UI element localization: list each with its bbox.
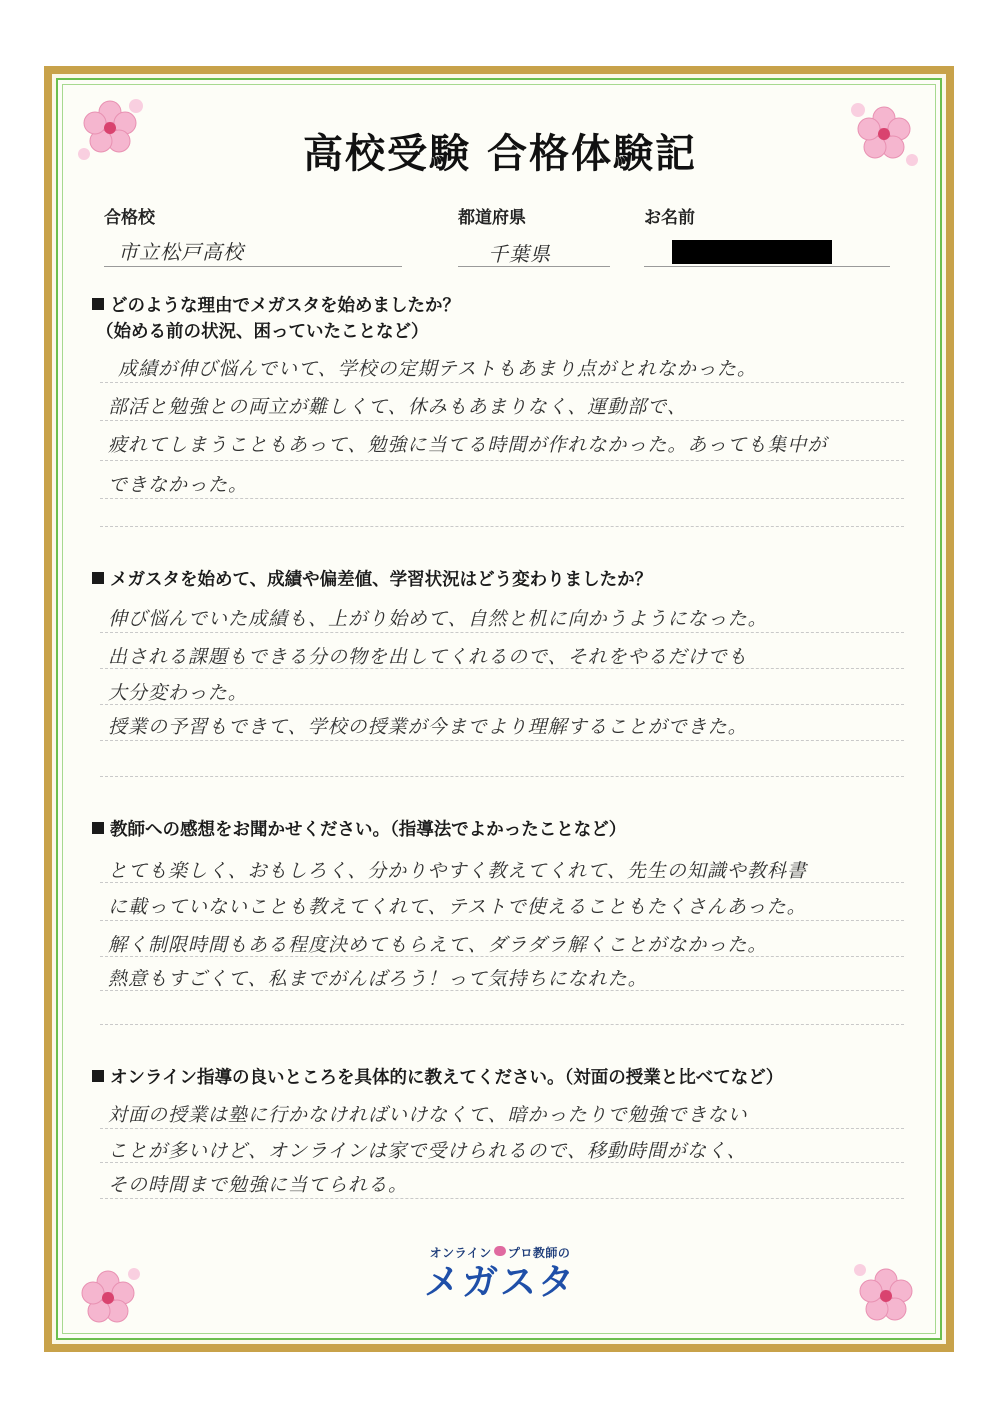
rule: [100, 526, 904, 527]
answer-1-line-2: 部活と勉強との両立が難しくて、休みもあまりなく、運動部で、: [108, 396, 687, 418]
answer-2-line-3: 大分変わった。: [108, 682, 248, 704]
answer-3-line-2: に載っていないことも教えてくれて、テストで使えることもたくさんあった。: [108, 896, 807, 918]
logo-name: メガスタ: [423, 1262, 576, 1303]
rule: [100, 882, 904, 883]
cherry-blossom-icon: [846, 1256, 926, 1336]
question-3: [92, 816, 626, 841]
answer-2-line-2: 出される課題もできる分の物を出してくれるので、それをやるだけでも: [108, 646, 748, 668]
speech-bubble-icon: [494, 1246, 506, 1256]
cherry-blossom-icon: [68, 1258, 148, 1338]
answer-4-line-2: ことが多いけど、オンラインは家で受けられるので、移動時間がなく、: [108, 1140, 747, 1162]
answer-4-line-3: その時間まで勉強に当てられる。: [108, 1174, 409, 1196]
rule: [100, 632, 904, 633]
prefecture-label: 都道府県: [458, 208, 526, 228]
logo-tagline-left: オンライン: [429, 1246, 492, 1260]
prefecture-underline: [458, 266, 610, 267]
answer-3-line-1: とても楽しく、おもしろく、分かりやすく教えてくれて、先生の知識や教科書: [108, 860, 807, 882]
rule: [100, 420, 904, 421]
name-underline: [644, 266, 890, 267]
school-underline: [104, 266, 402, 267]
name-redaction: [672, 240, 832, 264]
answer-2-line-1: 伸び悩んでいた成績も、上がり始めて、自然と机に向かうようになった。: [108, 608, 768, 630]
answer-1-line-3: 疲れてしまうこともあって、勉強に当てる時間が作れなかった。あっても集中が: [108, 434, 828, 456]
question-2: [92, 566, 652, 591]
answer-1-line-1: 成績が伸び悩んでいて、学校の定期テストもあまり点がとれなかった。: [118, 358, 757, 380]
rule: [100, 1162, 904, 1163]
logo-tagline-right: プロ教師の: [507, 1246, 571, 1260]
rule: [100, 956, 904, 957]
answer-1-line-4: できなかった。: [108, 474, 249, 496]
question-4: [92, 1064, 783, 1089]
rule: [100, 460, 904, 461]
answer-2-line-4: 授業の予習もできて、学校の授業が今までより理解することができた。: [108, 716, 748, 738]
question-1-sub: （始める前の状況、困っていたことなど）: [96, 322, 429, 342]
rule: [100, 1024, 904, 1025]
question-4-text: オンライン指導の良いところを具体的に教えてください。（対面の授業と比べてなど）: [110, 1068, 784, 1088]
question-2-text: メガスタを始めて、成績や偏差値、学習状況はどう変わりましたか？: [110, 570, 653, 590]
answer-4-line-1: 対面の授業は塾に行かなければいけなくて、暗かったりで勉強できない: [108, 1104, 748, 1126]
rule: [100, 498, 904, 499]
school-label: 合格校: [104, 208, 155, 228]
question-1-text: どのような理由でメガスタを始めましたか？: [110, 296, 460, 316]
logo-tagline: [400, 1244, 600, 1261]
rule: [100, 776, 904, 777]
question-1: [92, 292, 460, 317]
rule: [100, 382, 904, 383]
prefecture-value: 千葉県: [488, 242, 551, 266]
rule: [100, 1128, 904, 1129]
megasta-logo: [400, 1244, 600, 1305]
school-value: 市立松戸高校: [118, 240, 244, 264]
rule: [100, 1198, 904, 1199]
rule: [100, 704, 904, 705]
rule: [100, 668, 904, 669]
rule: [100, 740, 904, 741]
page-title: 高校受験 合格体験記: [303, 131, 697, 177]
name-label: お名前: [644, 208, 695, 228]
rule: [100, 920, 904, 921]
question-3-text: 教師への感想をお聞かせください。（指導法でよかったことなど）: [110, 820, 627, 840]
rule: [100, 990, 904, 991]
answer-3-line-3: 解く制限時間もある程度決めてもらえて、ダラダラ解くことがなかった。: [108, 934, 768, 956]
answer-3-line-4: 熱意もすごくて、私までがんばろう！って気持ちになれた。: [108, 968, 648, 990]
